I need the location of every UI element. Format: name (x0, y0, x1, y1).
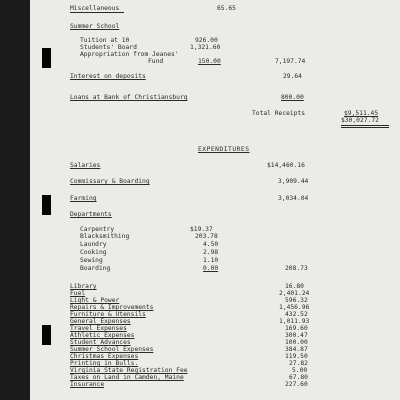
expense-amount: 300.47 (285, 332, 308, 339)
department-label: Sewing (80, 257, 103, 264)
expense-label: Athletic Expenses (70, 332, 135, 339)
loans-amount: 800.00 (281, 94, 304, 101)
loans-label: Loans at Bank of Christiansburg (70, 94, 188, 101)
department-label: Blacksmithing (80, 233, 130, 240)
binder-mark (42, 48, 51, 68)
expense-label: Summer School Expenses (70, 346, 154, 353)
expense-label: Taxes on Land in Camden, Maine (70, 374, 184, 381)
expense-label: Virginia State Registration Fee (70, 367, 188, 374)
interest-label: Interest on deposits (70, 73, 146, 80)
department-amount: 203.78 (195, 233, 218, 240)
total-receipts-label: Total Receipts (252, 110, 306, 117)
expense-amount: 384.87 (285, 346, 308, 353)
department-label: Carpentry (80, 226, 115, 233)
department-amount: 4.50 (203, 241, 219, 248)
appropriation-label: Appropriation from Jeanes' (80, 51, 179, 58)
summer-school-total: 7,197.74 (275, 58, 306, 65)
tuition-amount: 926.00 (195, 37, 218, 44)
expense-amount: 1,456.96 (279, 304, 310, 311)
board-amount: 1,321.60 (190, 44, 221, 51)
departments-total: 208.73 (285, 265, 308, 272)
appropriation-label-2: Fund (148, 58, 164, 65)
expense-label: Library (70, 283, 97, 290)
farming-amount: 3,034.04 (278, 195, 309, 202)
department-label: Laundry (80, 241, 107, 248)
expense-amount: 5.00 (292, 367, 308, 374)
expense-label: Student Advances (70, 339, 131, 346)
total-receipts-amount: $9,511.45 (344, 110, 379, 117)
appropriation-amount: 150.00 (198, 58, 221, 65)
expense-label: Christmas Expenses (70, 353, 139, 360)
double-rule (341, 125, 389, 126)
expense-amount: 27.82 (289, 360, 308, 367)
expense-amount: 169.60 (285, 325, 308, 332)
misc-amount: 65.65 (217, 5, 236, 12)
expense-amount: 119.50 (285, 353, 308, 360)
expense-amount: 432.52 (285, 311, 308, 318)
binder-mark (42, 195, 51, 215)
expense-label: General Expenses (70, 318, 131, 325)
expense-amount: 227.60 (285, 381, 308, 388)
grand-total: $30,027.72 (341, 117, 379, 124)
salaries-label: Salaries (70, 162, 101, 169)
department-amount: 1.10 (203, 257, 219, 264)
expense-label: Printing in Bulls. (70, 360, 139, 367)
expense-label: Light & Power (70, 297, 120, 304)
salaries-amount: $14,460.16 (267, 162, 305, 169)
expenditures-heading: EXPENDITURES (198, 146, 250, 153)
expense-amount: 596.32 (285, 297, 308, 304)
expense-label: Travel Expenses (70, 325, 127, 332)
expense-amount: 67.80 (289, 374, 308, 381)
expense-amount: 2,401.24 (279, 290, 310, 297)
departments-heading: Departments (70, 211, 112, 218)
expense-amount: 1,011.93 (279, 318, 310, 325)
department-amount: 0.00 (203, 265, 219, 272)
expense-label: Insurance (70, 381, 105, 388)
expense-amount: 100.00 (285, 339, 308, 346)
underline (70, 12, 124, 13)
expense-amount: 16.80 (285, 283, 304, 290)
summer-school-heading: Summer School (70, 23, 120, 30)
expense-label: Repairs & Improvements (70, 304, 154, 311)
board-label: Students' Board (80, 44, 137, 51)
interest-amount: 29.64 (283, 73, 302, 80)
commissary-amount: 3,909.44 (278, 178, 309, 185)
double-rule (341, 127, 389, 128)
binder-mark (42, 325, 51, 345)
department-amount: 2.98 (203, 249, 219, 256)
department-label: Cooking (80, 249, 107, 256)
expense-label: Fuel (70, 290, 86, 297)
commissary-label: Commissary & Boarding (70, 178, 150, 185)
tuition-label: Tuition at 10 (80, 37, 130, 44)
expense-label: Furniture & Utensils (70, 311, 146, 318)
farming-label: Farming (70, 195, 97, 202)
ledger-page (30, 0, 400, 400)
misc-label: Miscellaneous (70, 5, 120, 12)
department-amount: $19.37 (190, 226, 213, 233)
department-label: Boarding (80, 265, 111, 272)
